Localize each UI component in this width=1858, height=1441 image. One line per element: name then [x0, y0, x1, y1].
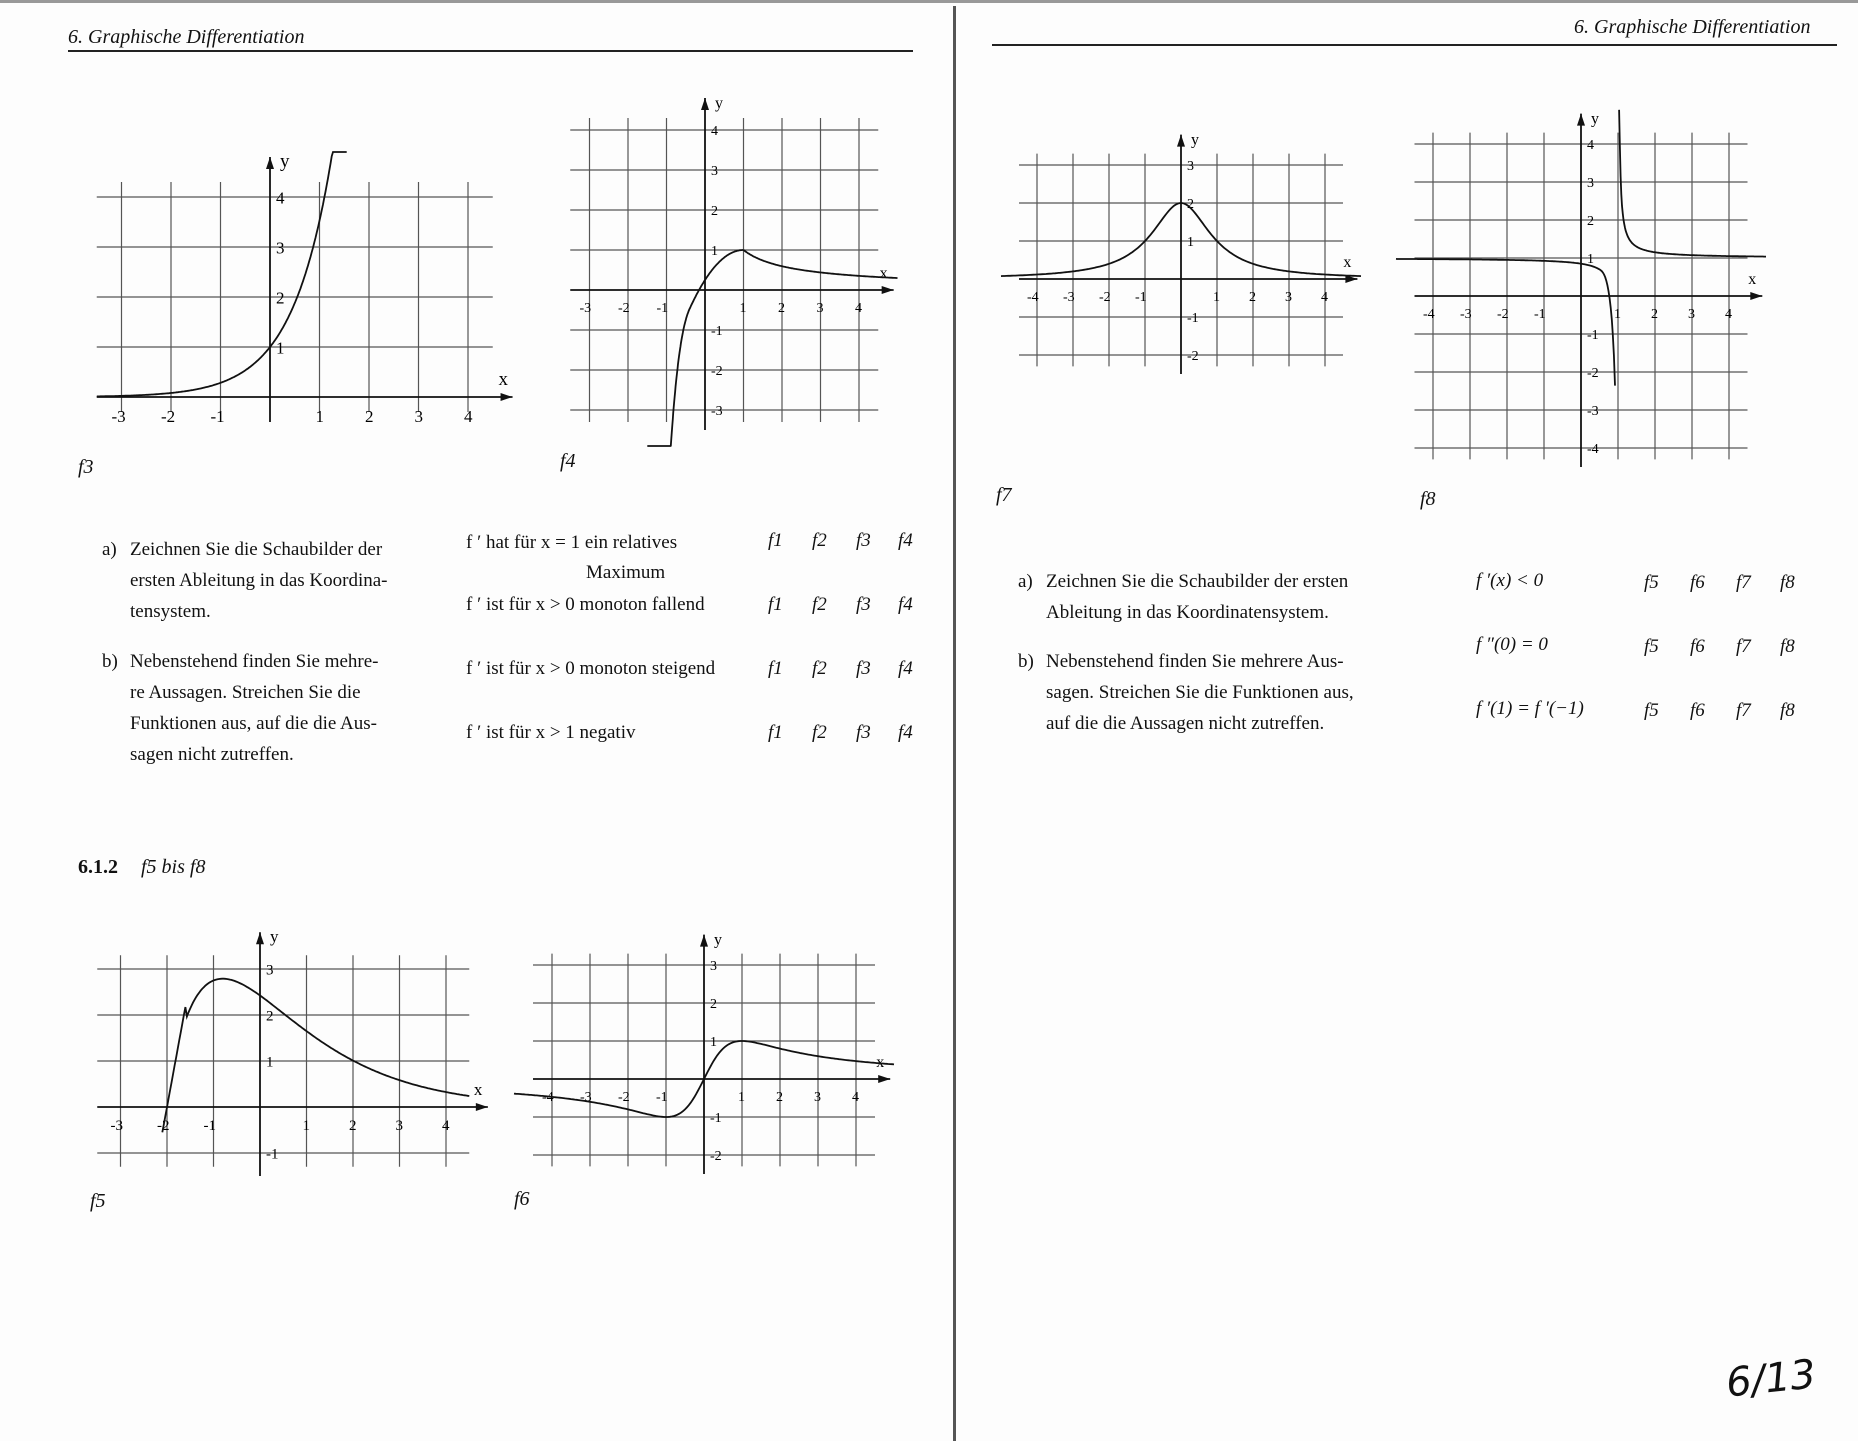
y-tick-label: -2	[710, 1149, 722, 1164]
y-axis-label: y	[270, 927, 279, 947]
task-b-line: re Aussagen. Streichen Sie die	[130, 682, 361, 703]
task-a-line: Zeichnen Sie die Schaubilder der ersten	[1046, 571, 1349, 592]
y-tick-label: 2	[1587, 214, 1594, 229]
option-f3[interactable]: f3	[856, 722, 871, 743]
x-tick-label: -3	[579, 301, 592, 316]
option-f4[interactable]: f4	[898, 530, 913, 551]
x-tick-label: 1	[1614, 307, 1621, 322]
x-tick-label: 3	[1285, 290, 1292, 305]
x-tick-label: -2	[618, 301, 630, 316]
option-f3[interactable]: f3	[856, 658, 871, 679]
y-tick-label: -4	[1587, 442, 1599, 457]
left-header: 6. Graphische Differentiation	[68, 26, 305, 48]
y-tick-label: -3	[711, 404, 723, 419]
option-f1[interactable]: f1	[768, 594, 783, 615]
y-tick-label: 3	[266, 962, 274, 979]
x-tick-label: -3	[580, 1090, 592, 1105]
statement-left-4: f ′ ist für x > 1 negativ	[466, 722, 636, 743]
x-tick-label: -1	[203, 1118, 216, 1134]
option-f8[interactable]: f8	[1780, 636, 1795, 657]
x-tick-label: -2	[1099, 290, 1111, 305]
x-tick-label: -1	[656, 301, 669, 316]
y-tick-label: 2	[711, 204, 718, 219]
y-tick-label: 2	[276, 288, 285, 308]
y-tick-label: 1	[276, 338, 285, 358]
task-a-label: a)	[102, 539, 117, 560]
option-f6[interactable]: f6	[1690, 636, 1705, 657]
y-tick-label: 3	[711, 164, 718, 179]
x-tick-label: 4	[1725, 307, 1732, 322]
x-tick-label: -3	[110, 1118, 123, 1134]
option-f7[interactable]: f7	[1736, 572, 1751, 593]
x-axis-label: x	[876, 1054, 885, 1071]
y-tick-label: -1	[1187, 311, 1199, 326]
x-tick-label: 1	[738, 1090, 745, 1105]
statement-right-1: f ′(x) < 0	[1476, 570, 1544, 591]
y-tick-label: -3	[1587, 404, 1599, 419]
option-f5[interactable]: f5	[1644, 700, 1659, 721]
x-tick-label: -4	[1027, 290, 1039, 305]
x-axis-label: x	[498, 369, 509, 390]
y-axis-label: y	[1191, 131, 1199, 149]
x-tick-label: -1	[210, 407, 225, 426]
x-tick-label: 3	[395, 1118, 403, 1134]
task-b-right	[1018, 646, 1418, 746]
y-axis-label: y	[715, 95, 723, 112]
option-f7[interactable]: f7	[1736, 636, 1751, 657]
option-f4[interactable]: f4	[898, 594, 913, 615]
right-page	[960, 0, 1858, 1441]
option-f5[interactable]: f5	[1644, 636, 1659, 657]
statement-right-2: f ″(0) = 0	[1476, 634, 1548, 655]
x-tick-label: -1	[1534, 307, 1546, 322]
x-tick-label: 4	[464, 407, 473, 426]
x-tick-label: -1	[656, 1090, 668, 1105]
option-f2[interactable]: f2	[812, 722, 827, 743]
x-tick-label: 4	[442, 1118, 450, 1134]
x-tick-label: 1	[315, 407, 324, 426]
task-b-line: Funktionen aus, auf die die Aus-	[130, 713, 377, 734]
x-tick-label: -1	[1135, 290, 1147, 305]
task-a-line: Ableitung in das Koordinatensystem.	[1046, 602, 1329, 623]
graph-f8-label: f8	[1420, 488, 1436, 510]
y-tick-label: 1	[266, 1054, 274, 1071]
y-tick-label: -2	[1187, 349, 1199, 364]
task-b-label: b)	[1018, 651, 1034, 672]
graph-f7-label: f7	[996, 484, 1012, 506]
handwritten-page-note: 6/13	[1723, 1351, 1818, 1407]
x-tick-label: 3	[814, 1090, 821, 1105]
x-tick-label: 4	[852, 1090, 859, 1105]
y-tick-label: 4	[1587, 138, 1594, 153]
section-title: f5 bis f8	[141, 856, 206, 878]
graph-f5-label: f5	[90, 1190, 106, 1212]
task-a-label: a)	[1018, 571, 1033, 592]
task-b-line: Nebenstehend finden Sie mehrere Aus-	[1046, 651, 1344, 672]
option-f5[interactable]: f5	[1644, 572, 1659, 593]
task-a-right	[1018, 566, 1418, 636]
option-f8[interactable]: f8	[1780, 700, 1795, 721]
task-b-line: sagen. Streichen Sie die Funktionen aus,	[1046, 682, 1354, 703]
y-tick-label: 2	[266, 1008, 274, 1025]
x-tick-label: -4	[542, 1090, 554, 1105]
y-tick-label: 4	[276, 188, 285, 208]
x-axis-label: x	[473, 1080, 483, 1099]
x-tick-label: -2	[161, 407, 176, 426]
y-tick-label: 1	[711, 244, 718, 259]
option-f2[interactable]: f2	[812, 658, 827, 679]
x-tick-label: -3	[1460, 307, 1472, 322]
section-heading	[78, 856, 205, 879]
x-tick-label: 1	[739, 301, 747, 316]
x-tick-label: 4	[1321, 290, 1328, 305]
x-axis-label: x	[1343, 254, 1352, 271]
x-tick-label: -2	[618, 1090, 630, 1105]
option-f3[interactable]: f3	[856, 530, 871, 551]
option-f6[interactable]: f6	[1690, 572, 1705, 593]
task-a-line: Zeichnen Sie die Schaubilder der	[130, 539, 383, 560]
option-f7[interactable]: f7	[1736, 700, 1751, 721]
x-tick-label: 2	[1249, 290, 1256, 305]
task-a-line: tensystem.	[130, 601, 211, 622]
option-f6[interactable]: f6	[1690, 700, 1705, 721]
y-tick-label: 2	[1187, 197, 1194, 212]
x-tick-label: 1	[302, 1118, 310, 1134]
y-tick-label: 1	[1187, 235, 1194, 250]
y-tick-label: 3	[710, 959, 717, 974]
y-tick-label: -1	[1587, 328, 1599, 343]
y-tick-label: -1	[266, 1146, 279, 1163]
x-tick-label: 2	[349, 1118, 357, 1134]
option-f3[interactable]: f3	[856, 594, 871, 615]
statement-left-1-cont: Maximum	[586, 562, 666, 583]
option-f4[interactable]: f4	[898, 658, 913, 679]
x-tick-label: -2	[157, 1118, 170, 1134]
option-f1[interactable]: f1	[768, 530, 783, 551]
statement-left-2: f ′ ist für x > 0 monoton fallend	[466, 594, 705, 615]
y-tick-label: 4	[711, 124, 718, 139]
x-tick-label: 2	[778, 301, 785, 316]
x-tick-label: -3	[111, 407, 126, 426]
y-tick-label: 1	[1587, 252, 1594, 267]
y-tick-label: -2	[1587, 366, 1599, 381]
y-axis-label: y	[714, 931, 722, 949]
statement-left-3: f ′ ist für x > 0 monoton steigend	[466, 658, 716, 679]
option-f4[interactable]: f4	[898, 722, 913, 743]
x-tick-label: 2	[1651, 307, 1658, 322]
x-tick-label: 3	[816, 301, 824, 316]
option-f2[interactable]: f2	[812, 530, 827, 551]
graph-f6-label: f6	[514, 1188, 530, 1210]
y-tick-label: 3	[1187, 159, 1194, 174]
x-tick-label: 2	[776, 1090, 783, 1105]
task-a-line: ersten Ableitung in das Koordina-	[130, 570, 388, 591]
y-tick-label: 2	[710, 997, 717, 1012]
statement-right-3: f ′(1) = f ′(−1)	[1476, 698, 1584, 719]
task-b-line: Nebenstehend finden Sie mehre-	[130, 651, 379, 672]
y-axis-label: y	[280, 151, 290, 172]
x-tick-label: -2	[1497, 307, 1509, 322]
graph-f3-label: f3	[78, 456, 94, 478]
y-tick-label: 1	[710, 1035, 717, 1050]
option-f1[interactable]: f1	[768, 722, 783, 743]
option-f1[interactable]: f1	[768, 658, 783, 679]
task-b-label: b)	[102, 651, 118, 672]
statement-left-1: f ′ hat für x = 1 ein relatives	[466, 532, 678, 553]
section-number: 6.1.2	[78, 856, 118, 878]
y-tick-label: 3	[1587, 176, 1594, 191]
x-tick-label: 1	[1213, 290, 1220, 305]
option-f2[interactable]: f2	[812, 594, 827, 615]
right-header-rule	[992, 44, 1837, 46]
x-tick-label: 3	[1688, 307, 1695, 322]
right-header: 6. Graphische Differentiation	[1574, 16, 1811, 38]
task-b-left	[102, 646, 442, 776]
x-tick-label: 2	[365, 407, 374, 426]
x-tick-label: -3	[1063, 290, 1075, 305]
y-tick-label: -1	[710, 1111, 722, 1126]
x-tick-label: 3	[414, 407, 423, 426]
task-b-line: sagen nicht zutreffen.	[130, 744, 294, 765]
x-tick-label: -4	[1423, 307, 1435, 322]
x-axis-label: x	[1748, 271, 1757, 288]
x-axis-label: x	[879, 265, 888, 282]
y-tick-label: 3	[276, 238, 285, 258]
option-f8[interactable]: f8	[1780, 572, 1795, 593]
task-b-line: auf die die Aussagen nicht zutreffen.	[1046, 713, 1325, 734]
x-tick-label: 4	[855, 301, 862, 316]
y-axis-label: y	[1591, 110, 1599, 128]
y-tick-label: -2	[711, 364, 723, 379]
graph-f4-label: f4	[560, 450, 576, 472]
task-a-left	[102, 534, 442, 664]
y-tick-label: -1	[711, 324, 723, 339]
